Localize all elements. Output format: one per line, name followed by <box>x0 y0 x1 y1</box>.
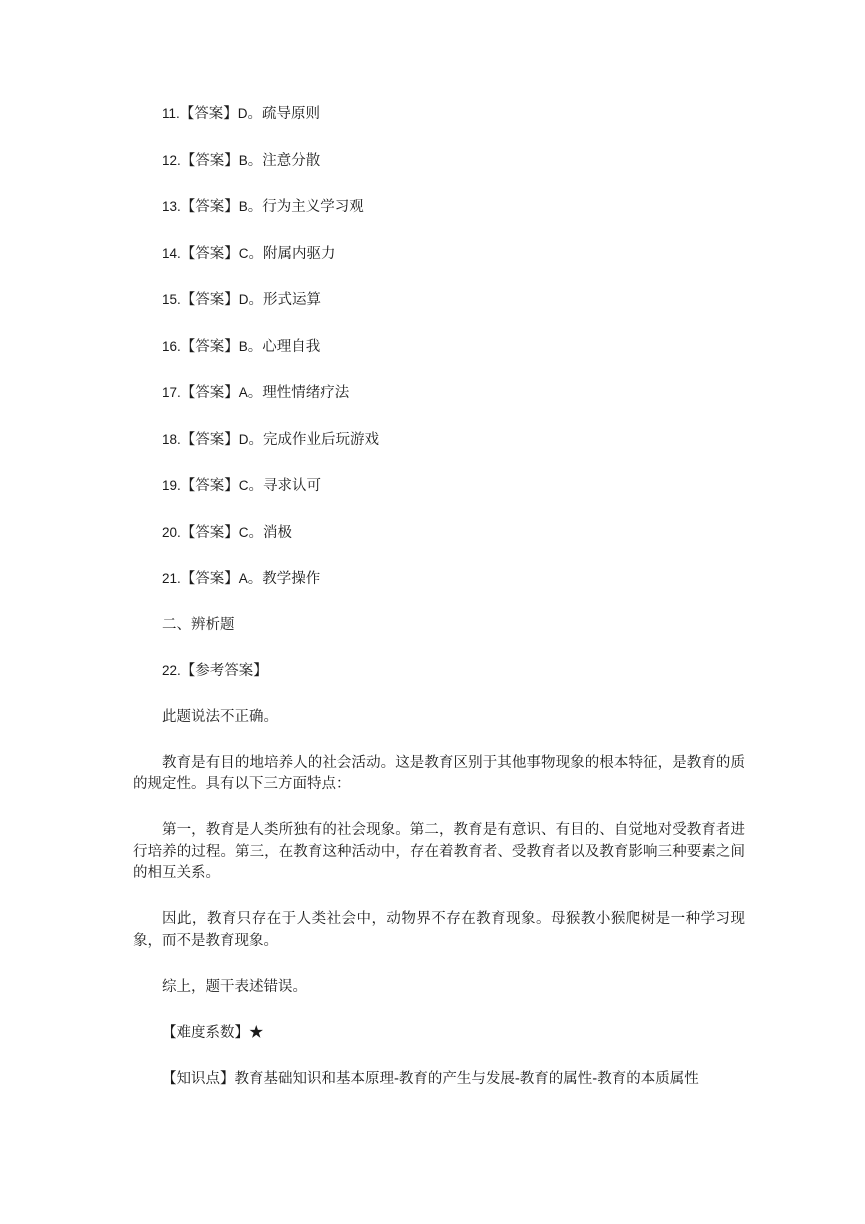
answer-item-14: 14.【答案】C。附属内驱力 <box>162 245 336 262</box>
document-body <box>133 103 745 1115</box>
paragraph-analysis: 因此，教育只存在于人类社会中，动物界不存在教育现象。母猴教小猴爬树是一种学习现象，而不是教育现象。 <box>133 911 745 949</box>
answer-item-19: 19.【答案】C。寻求认可 <box>162 478 322 494</box>
answer-item-11: 11.【答案】D。疏导原则 <box>162 106 321 122</box>
answer-item-13: 13.【答案】B。行为主义学习观 <box>162 199 364 215</box>
paragraph-summary: 综上，题干表述错误。 <box>162 978 307 995</box>
answer-item-20: 20.【答案】C。消极 <box>162 524 293 541</box>
answer-item-12: 12.【答案】B。注意分散 <box>162 152 321 169</box>
question-22-header: 22.【参考答案】 <box>162 663 268 679</box>
paragraph-definition: 教育是有目的地培养人的社会活动。这是教育区别于其他事物现象的根本特征，是教育的质的规定性。具有以下三方面特点： <box>133 754 745 792</box>
section-heading: 二、辨析题 <box>162 616 235 633</box>
paragraph-conclusion-intro: 此题说法不正确。 <box>162 708 278 725</box>
paragraph-three-features: 第一，教育是人类所独有的社会现象。第二，教育是有意识、有目的、自觉地对受教育者进行培养的过程。第三，在教育这种活动中，存在着教育者、受教育者以及教育影响三种要素之间的相互关系。 <box>133 822 745 881</box>
answer-item-17: 17.【答案】A。理性情绪疗法 <box>162 385 350 401</box>
answer-item-15: 15.【答案】D。形式运算 <box>162 292 322 308</box>
answer-item-18: 18.【答案】D。完成作业后玩游戏 <box>162 431 380 448</box>
knowledge-point: 【知识点】教育基础知识和基本原理-教育的产生与发展-教育的属性-教育的本质属性 <box>162 1070 699 1087</box>
answer-item-16: 16.【答案】B。心理自我 <box>162 338 321 355</box>
answer-item-21: 21.【答案】A。教学操作 <box>162 571 321 587</box>
difficulty-rating: 【难度系数】★ <box>162 1024 264 1041</box>
